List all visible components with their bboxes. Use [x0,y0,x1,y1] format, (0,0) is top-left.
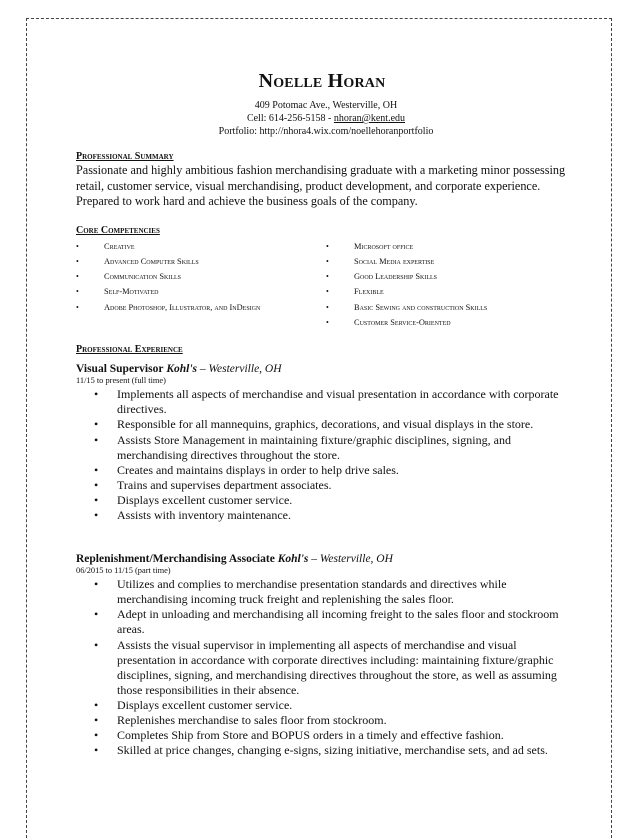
competencies-heading: Core Competencies [76,224,160,236]
duty-item: • Displays excellent customer service. [76,698,576,713]
experience-heading: Professional Experience [76,344,183,356]
competencies-grid [76,239,576,331]
duty-item: • Implements all aspects of merchandise and visual presentation in accordance with corporate directives. [76,387,576,417]
duty-list [76,387,576,523]
job-role: Replenishment/Merchandising Associate [76,553,275,566]
duty-item: • Assists with inventory maintenance. [76,508,576,523]
competency-item: • Adobe Photoshop, Illustrator, and InDesign [76,300,294,315]
competency-item: • Communication Skills [76,269,326,284]
job-company: Kohl's [166,363,197,376]
duty-item: • Replenishes merchandise to sales floor from stockroom. [76,713,576,728]
duty-item: • Skilled at price changes, changing e-signs, sizing initiative, merchandise sets, and ad sets. [76,743,576,758]
competency-item: • Good Leadership Skills [326,269,576,284]
duty-item: • Creates and maintains displays in order to help drive sales. [76,463,576,478]
competencies-left-column [76,239,326,331]
competency-item: • Basic Sewing and construction Skills [326,300,576,315]
job-dates: 11/15 to present (full time) [76,376,166,386]
duty-item: • Utilizes and complies to merchandise presentation standards and directives while merchandising incoming truck freight and replenishing the sales floor. [76,577,576,607]
competency-item: • Microsoft office [326,239,576,254]
duty-item: • Completes Ship from Store and BOPUS orders in a timely and effective fashion. [76,728,576,743]
job-role: Visual Supervisor [76,363,164,376]
duty-list [76,577,576,758]
cell-phone: Cell: 614-256-5158 - [246,113,334,124]
duty-item: • Responsible for all mannequins, graphics, decorations, and visual displays in the store. [76,417,576,432]
competency-item: • Customer Service-Oriented [326,315,576,330]
duty-item: • Displays excellent customer service. [76,493,576,508]
duty-item: • Adept in unloading and merchandising all incoming freight to the sales floor and stockroom areas. [76,607,576,637]
job-title [76,363,576,375]
applicant-name: Noelle Horan [258,70,386,92]
portfolio-link[interactable]: Portfolio: http://nhora4.wix.com/noellehoranportfolio [218,126,434,137]
duty-item: • Assists Store Management in maintaining fixture/graphic disciplines, signing, and merchandising directives throughout the store. [76,433,576,463]
duty-item: • Assists the visual supervisor in implementing all aspects of merchandise and visual presentation in accordance with corporate directives including: maintaining fixture/graphic disciplines, signing, and merchandising directives throughout the store, as well as assuming those responsibilities in their absence. [76,638,576,698]
job-entry [76,553,576,758]
contact-block [76,99,576,138]
job-title [76,553,576,565]
summary-heading: Professional Summary [76,151,174,162]
competency-item: • Flexible [326,284,576,299]
competencies-right-column [326,239,576,331]
summary-text: Passionate and highly ambitious fashion merchandising graduate with a marketing minor possessing retail, customer service, visual merchandising, product development, and corporate experience. Prepared to work hard and achieve the business goals of the company. [76,163,566,208]
competency-item: • Self-Motivated [76,284,326,299]
cell-email-line [76,112,576,125]
job-location: – Westerville, OH [308,553,393,566]
job-company: Kohl's [277,553,309,566]
competency-item: • Social Media expertise [326,254,576,269]
email-link[interactable]: nhoran@kent.edu [333,113,406,124]
resume [76,70,576,758]
job-entry [76,363,576,523]
job-dates: 06/2015 to 11/15 (part time) [76,566,171,576]
duty-item: • Trains and supervises department associates. [76,478,576,493]
job-location: – Westerville, OH [197,363,282,376]
competency-item: • Advanced Computer Skills [76,254,326,269]
address: 409 Potomac Ave., Westerville, OH [254,100,398,111]
competency-item: • Creative [76,239,326,254]
